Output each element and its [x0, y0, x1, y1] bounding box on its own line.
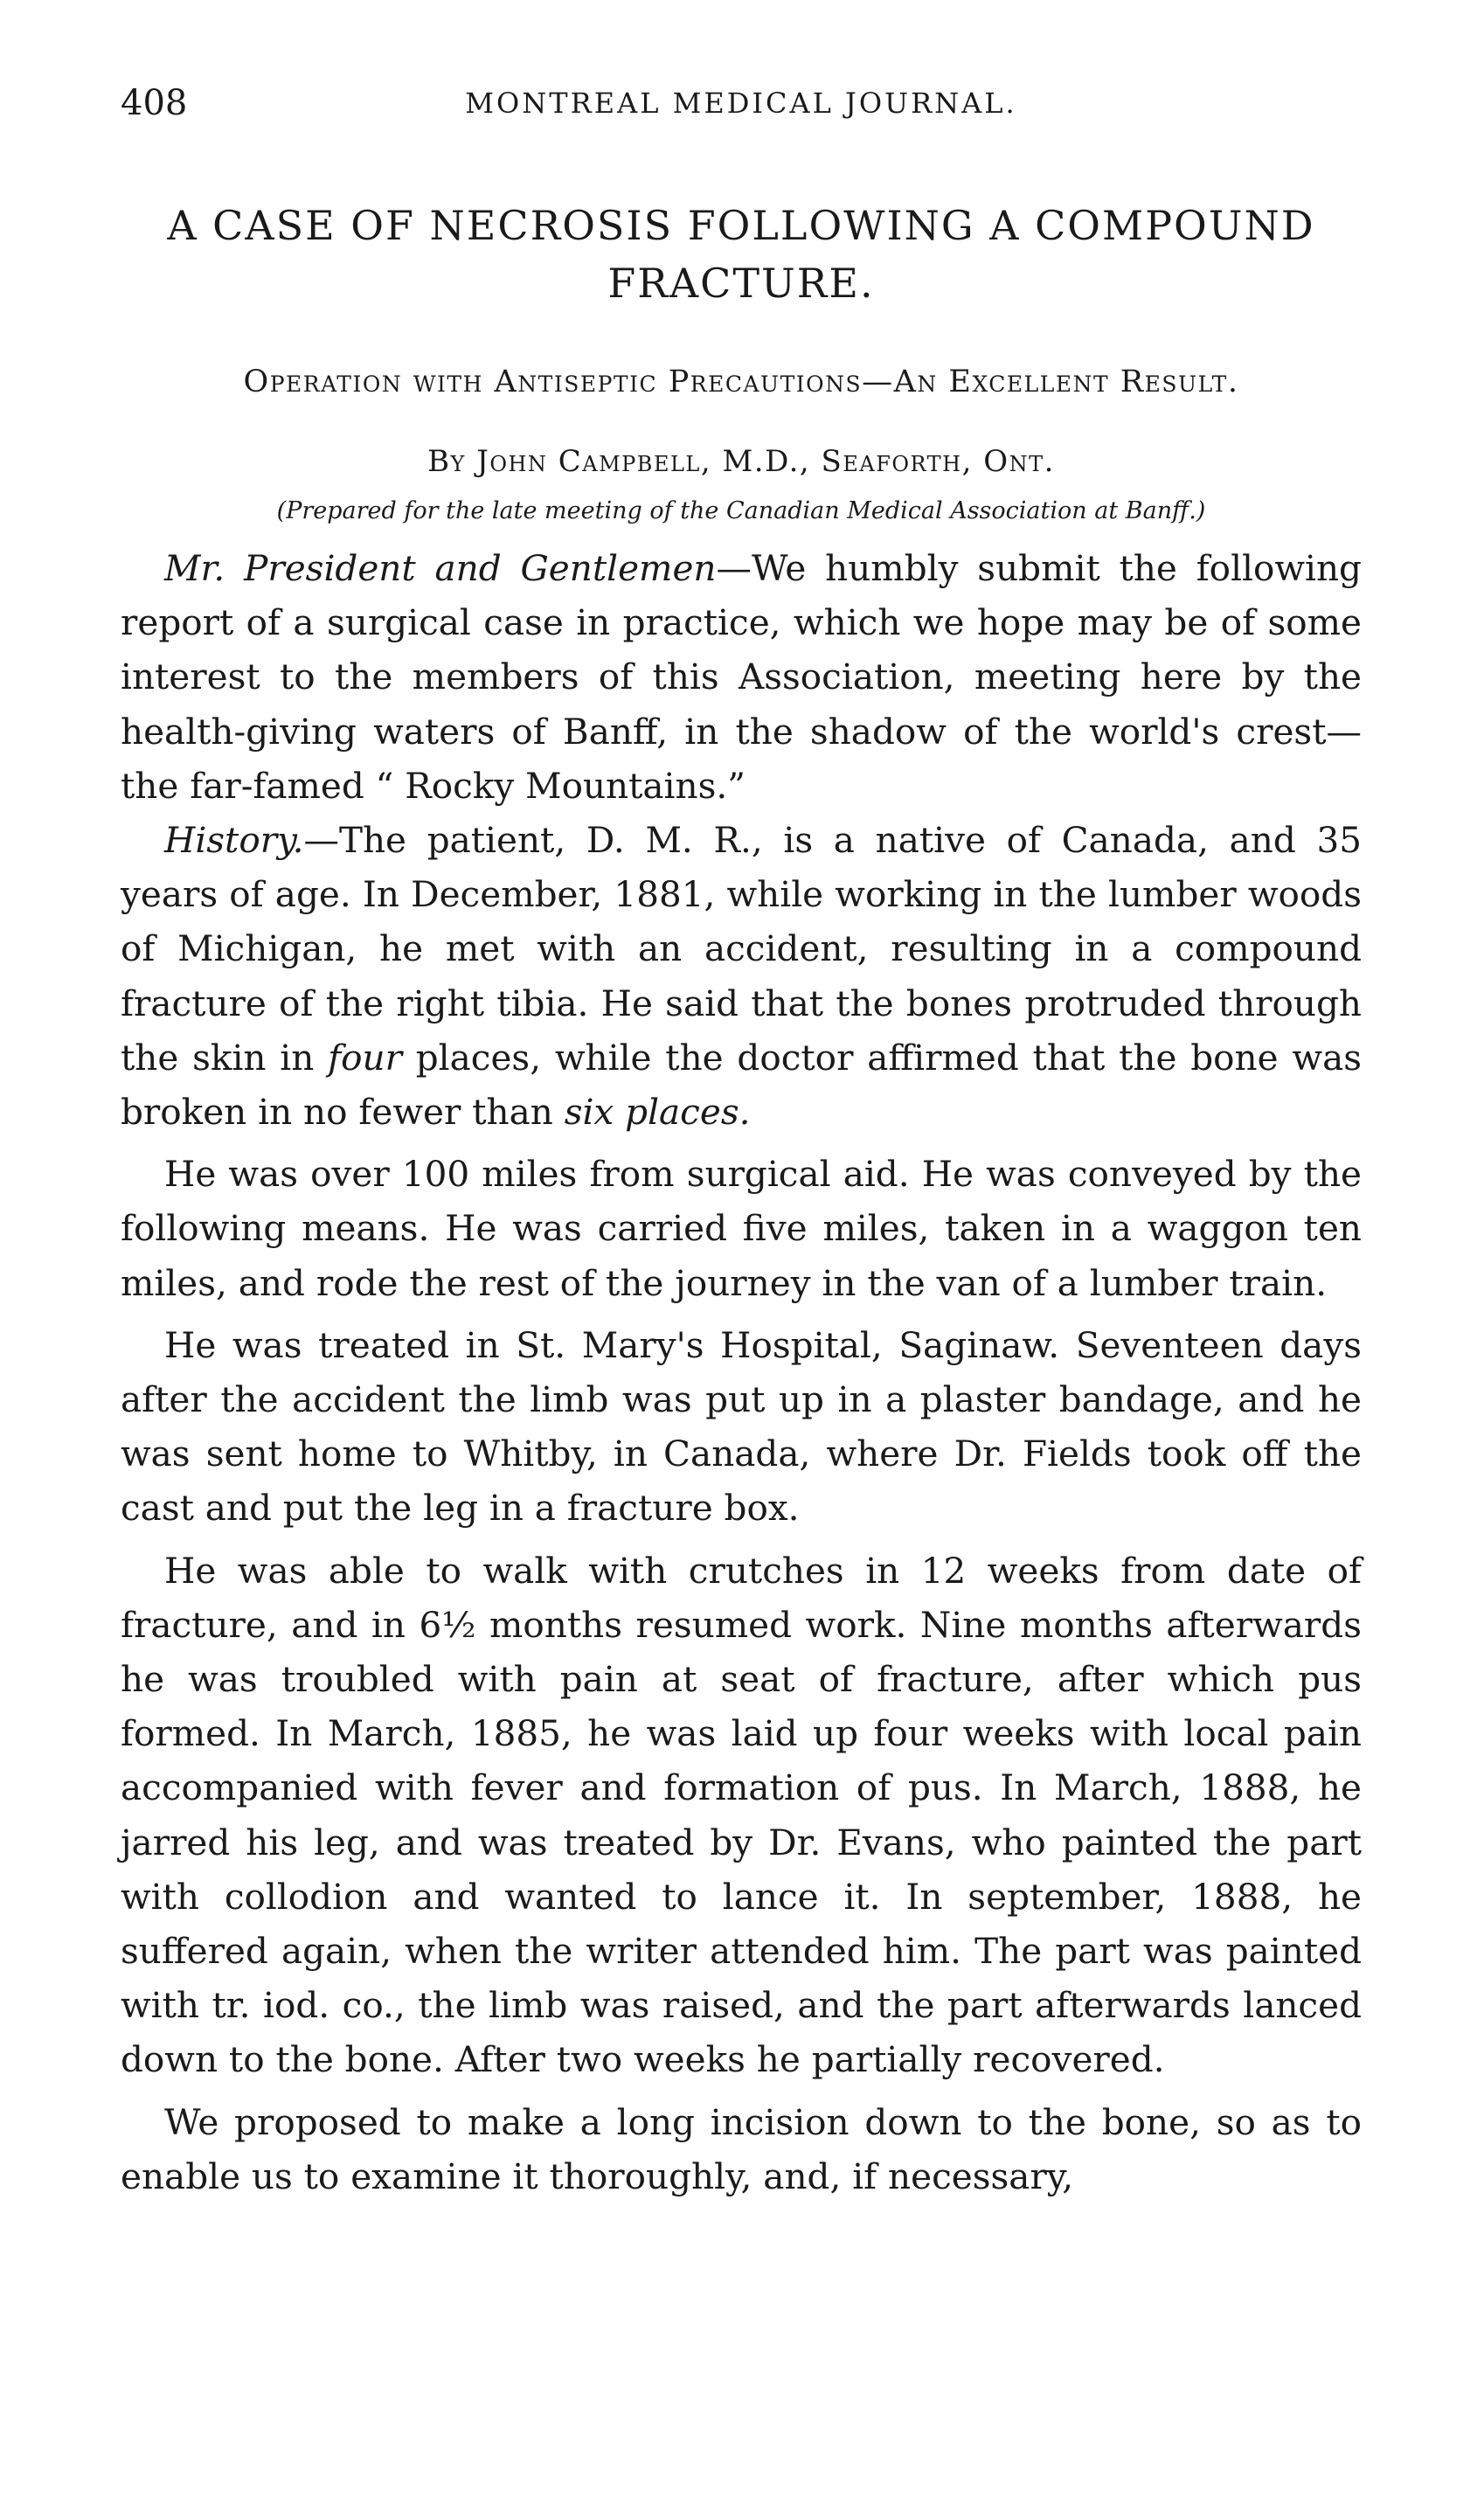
journal-name: MONTREAL MEDICAL JOURNAL. — [465, 87, 1017, 120]
article-body — [121, 541, 1362, 2203]
paragraph-history — [121, 813, 1362, 1139]
emphasis-six-places: six places. — [564, 1091, 751, 1134]
prepared-for-note: (Prepared for the late meeting of the Canadian Medical Association at Banff.) — [276, 497, 1206, 524]
author-byline: By John Campbell, M.D., Seaforth, Ont. — [427, 444, 1055, 479]
page-number: 408 — [121, 83, 188, 123]
emphasis-four: four — [328, 1036, 402, 1079]
journal-page — [121, 83, 1362, 2203]
paragraph-address — [121, 541, 1362, 813]
paragraph-text: —We humbly submit the following report of a surgical case in practice, which we hope may be of some interest to the members of this Association, meeting here by the health-giving waters of Banff, in the shadow of the world's crest—the far-famed “ Rocky Mountains.” — [121, 547, 1362, 807]
paragraph-recovery: He was able to walk with crutches in 12 weeks from date of fracture, and in 6½ months resumed work. Nine months afterwards he was troubled with pain at seat of fracture, after which pus formed. In March, 1885, he was laid up four weeks with local pain accompanied with fever and formation of pus. In March, 1888, he jarred his leg, and was treated by Dr. Evans, who painted the part with collodion and wanted to lance it. In september, 1888, he suffered again, when the writer attended him. The part was painted with tr. iod. co., the limb was raised, and the part afterwards lanced down to the bone. After two weeks he partially recovered. — [121, 1549, 1362, 2081]
section-label-history: History. — [164, 819, 304, 862]
paragraph-proposal: We proposed to make a long incision down to the bone, so as to enable us to examine it thoroughly, and, if necessary, — [121, 2100, 1362, 2197]
paragraph-text: places, while the doctor affirmed that the bone was broken in no fewer than — [121, 1036, 1362, 1134]
salutation: Mr. President and Gentlemen — [164, 547, 717, 589]
paragraph-text: —The patient, D. M. R., is a native of Canada, and 35 years of age. In December, 1881, while working in the lumber woods of Michigan, he met with an accident, resulting in a compound fracture of the right tibia. He said that the bones protruded through the skin in — [121, 819, 1362, 1079]
article-subtitle: Operation with Antiseptic Precautions—An Excellent Result. — [243, 364, 1239, 399]
article-title: A CASE OF NECROSIS FOLLOWING A COMPOUND FRACTURE. — [167, 202, 1315, 307]
paragraph-transport: He was over 100 miles from surgical aid. He was conveyed by the following means. He was carried five miles, taken in a waggon ten miles, and rode the rest of the journey in the van of a lumber train. — [121, 1153, 1362, 1304]
paragraph-treatment: He was treated in St. Mary's Hospital, Saginaw. Seventeen days after the accident the limb was put up in a plaster bandage, and he was sent home to Whitby, in Canada, where Dr. Fields took off the cast and put the leg in a fracture box. — [121, 1323, 1362, 1530]
running-head — [121, 83, 1362, 135]
